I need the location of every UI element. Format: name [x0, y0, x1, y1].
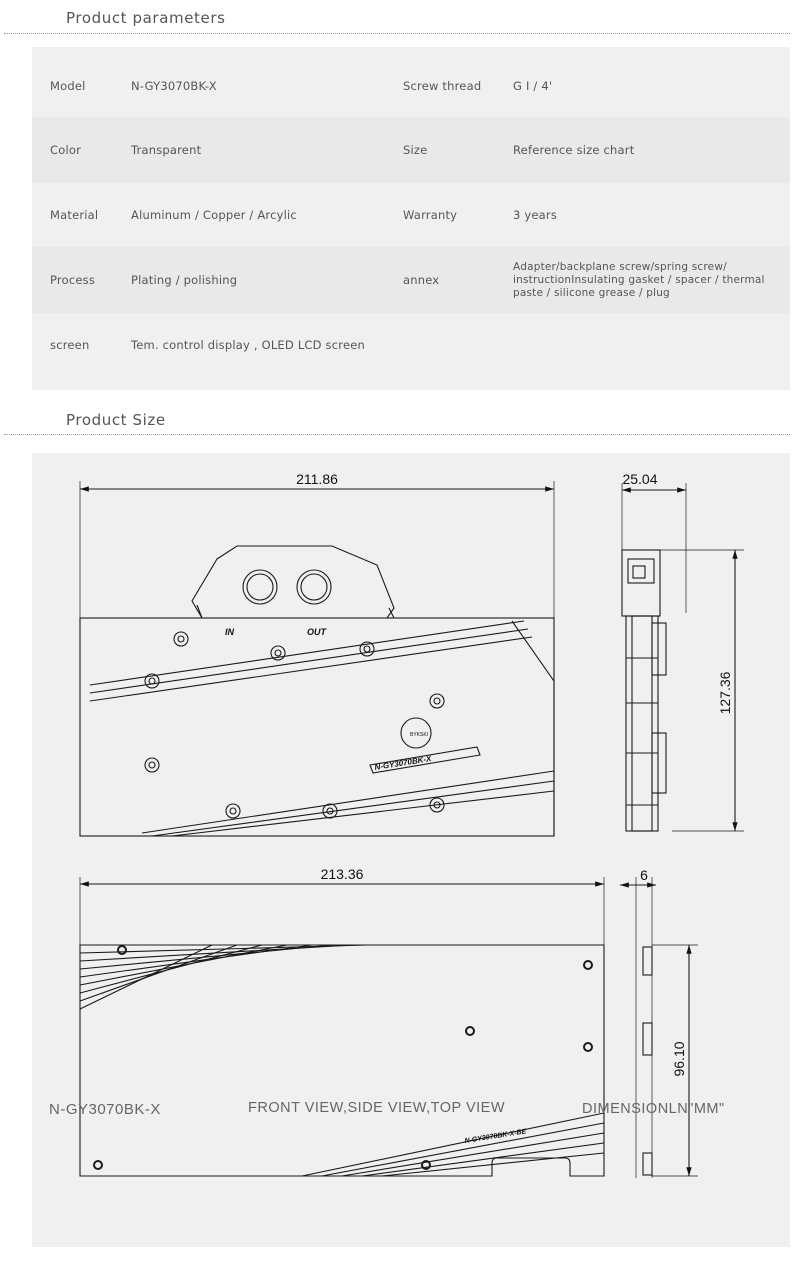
backplate — [80, 945, 604, 1176]
param-label: Screw thread — [403, 79, 482, 93]
dim-back-thickness: 6 — [640, 867, 648, 883]
param-value: N-GY3070BK-X — [131, 79, 217, 93]
port-out-icon — [297, 570, 331, 604]
param-label: annex — [403, 273, 440, 287]
parameters-title: Product parameters — [66, 9, 226, 27]
param-row-model — [32, 53, 790, 119]
side-view — [622, 483, 744, 831]
param-label: Model — [50, 79, 86, 93]
param-row-process — [32, 247, 790, 313]
label-in: IN — [225, 627, 234, 637]
size-divider — [4, 434, 790, 435]
param-label: screen — [50, 338, 90, 352]
dim-side-depth: 25.04 — [622, 471, 658, 487]
label-brand: BYKSKI — [410, 732, 429, 738]
label-model-plate: N-GY3070BK-X — [373, 754, 432, 772]
port-in-icon — [243, 570, 277, 604]
param-label: Size — [403, 143, 428, 157]
param-value: 3 years — [513, 207, 558, 222]
param-row-color — [32, 117, 790, 183]
dim-side-height: 127.36 — [717, 671, 733, 715]
param-value: Transparent — [131, 143, 202, 157]
param-label: Material — [50, 208, 99, 222]
parameters-table — [32, 47, 790, 390]
param-value: Tem. control display , OLED LCD screen — [131, 338, 365, 352]
thin-profile-view — [620, 877, 698, 1178]
param-row-material — [32, 182, 790, 248]
caption-views: FRONT VIEW,SIDE VIEW,TOP VIEW — [248, 1100, 506, 1116]
param-label: Process — [50, 273, 96, 287]
param-label: Warranty — [403, 208, 458, 222]
size-title: Product Size — [66, 411, 166, 429]
caption-unit: DIMENSIONLN"MM" — [582, 1101, 725, 1117]
param-value: Reference size chart — [513, 142, 635, 157]
caption-model: N-GY3070BK-X — [49, 1101, 161, 1118]
parameters-divider — [4, 33, 790, 34]
param-value: Plating / polishing — [131, 273, 238, 287]
screw-holes — [145, 632, 444, 818]
param-value-annex: Adapter/backplane screw/spring screw/ instructionInsulating gasket / spacer / thermal paste / silicone grease / plug — [513, 260, 765, 299]
param-value: G I / 4' — [513, 78, 553, 93]
technical-drawing — [32, 453, 790, 1247]
dim-front-width: 211.86 — [296, 471, 338, 487]
technical-drawing-area — [32, 453, 790, 1247]
param-label: Color — [50, 143, 82, 157]
front-plate — [80, 618, 554, 836]
param-row-screen — [32, 312, 790, 378]
label-out: OUT — [307, 627, 326, 637]
label-back-plate: N-GY3070BK-X-BE — [464, 1128, 527, 1145]
terminal-block — [192, 546, 394, 618]
dim-back-height: 96.10 — [671, 1041, 687, 1077]
front-view — [80, 481, 554, 836]
param-value: Aluminum / Copper / Arcylic — [131, 208, 297, 222]
dim-back-width: 213.36 — [320, 866, 364, 882]
